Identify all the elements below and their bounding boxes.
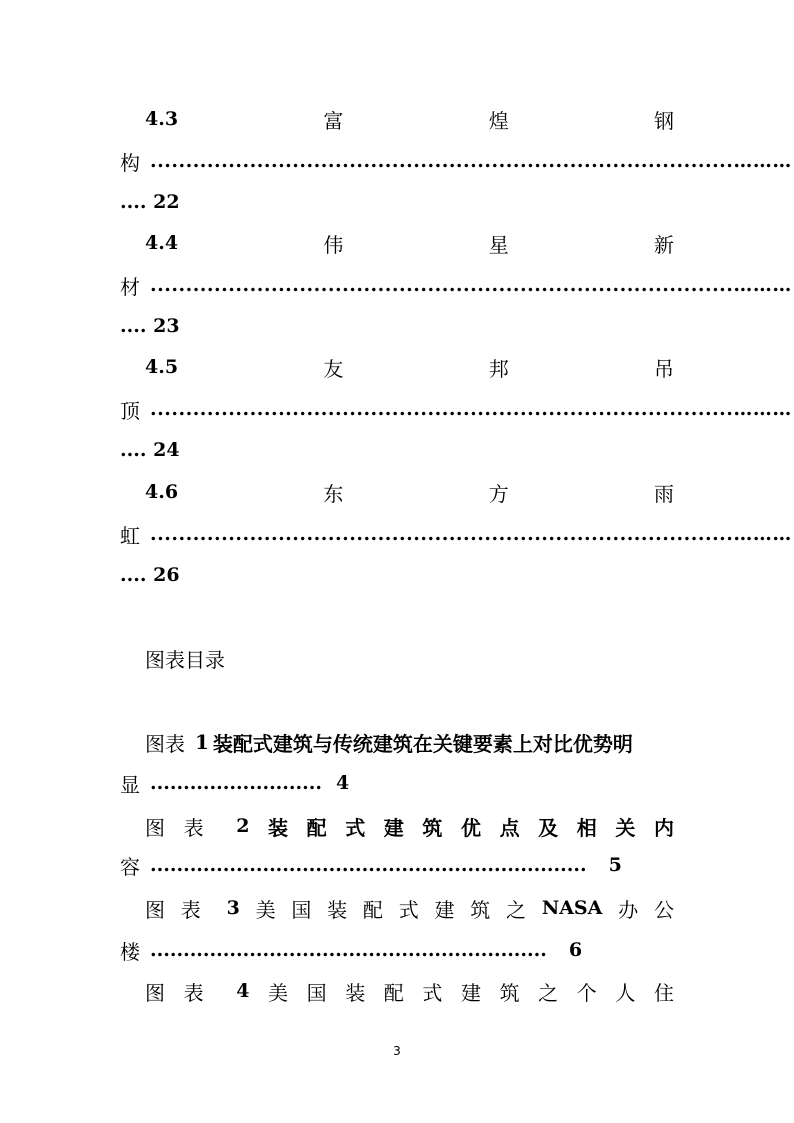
figure-char: 国 xyxy=(291,897,312,922)
toc-title-char: 星 xyxy=(488,232,509,257)
figure-title-char: 显 xyxy=(120,772,140,797)
toc-page-number: 24 xyxy=(153,439,180,461)
figure-char: 关 xyxy=(615,815,636,840)
toc-leader-dots: ..................................................................................……… xyxy=(150,523,792,545)
toc-number: 4.3 xyxy=(145,108,179,130)
toc-title-char: 虹 xyxy=(120,523,140,548)
figure-char: 及 xyxy=(538,815,559,840)
figure-char: 美 xyxy=(268,980,289,1005)
toc-title-char: 新 xyxy=(654,232,674,257)
toc-title-char: 富 xyxy=(323,108,344,133)
figure-char: 图 xyxy=(145,897,165,922)
figure-2-leader xyxy=(120,853,622,877)
figure-char: 表 xyxy=(180,897,201,922)
toc-title-char: 邦 xyxy=(488,356,509,381)
figure-4-line xyxy=(145,979,674,1003)
toc-title-char: 方 xyxy=(488,481,509,506)
figure-page-number: 4 xyxy=(335,772,350,794)
toc-number: 4.6 xyxy=(145,481,179,503)
figure-char: 相 xyxy=(576,815,597,840)
figure-3-leader xyxy=(120,938,582,962)
figure-char: 之 xyxy=(538,980,559,1005)
figure-title-char: 容 xyxy=(120,854,140,879)
toc-page-number: 22 xyxy=(153,191,180,213)
figure-char: 装 xyxy=(327,897,348,922)
toc-entry-4-4-line xyxy=(145,231,674,255)
figure-char: 配 xyxy=(362,897,383,922)
page-number: 3 xyxy=(393,1044,401,1058)
figure-1-leader xyxy=(120,771,349,795)
toc-title-char: 雨 xyxy=(654,481,674,506)
figure-char: 之 xyxy=(506,897,527,922)
toc-entry-4-6-line xyxy=(145,480,674,504)
toc-number: 4.5 xyxy=(145,356,179,378)
figure-char: 筑 xyxy=(422,815,443,840)
figure-char: 建 xyxy=(383,815,404,840)
toc-entry-4-4-page xyxy=(120,314,180,338)
toc-entry-4-5-leader xyxy=(120,397,792,423)
figure-char: 式 xyxy=(398,897,419,922)
figures-heading: 图表目录 xyxy=(145,647,225,672)
toc-entry-4-4-leader xyxy=(120,273,792,299)
figure-char: 办 xyxy=(618,897,639,922)
figure-char: 个 xyxy=(576,980,597,1005)
toc-title-char: 顶 xyxy=(120,398,140,423)
figure-title: 装配式建筑与传统建筑在关键要素上对比优势明 xyxy=(212,731,633,756)
toc-leader-tail: .... xyxy=(120,315,147,337)
toc-entry-4-3-line xyxy=(145,107,674,131)
figure-title-char: 楼 xyxy=(120,939,140,964)
figure-number: 3 xyxy=(226,897,240,919)
figure-acronym: NASA xyxy=(541,897,603,919)
toc-leader-tail: .... xyxy=(120,564,147,586)
figure-char: 优 xyxy=(460,815,481,840)
toc-leader-dots: ..................................................................................……… xyxy=(150,150,792,172)
toc-entry-4-3-page xyxy=(120,190,180,214)
figure-3-line xyxy=(145,896,674,920)
figure-leader-dots: ............................................................ xyxy=(150,939,547,961)
toc-page-number: 23 xyxy=(153,315,180,337)
toc-title-char: 构 xyxy=(120,150,140,175)
toc-title-char: 友 xyxy=(323,356,344,381)
figure-char: 表 xyxy=(183,980,204,1005)
figure-char: 式 xyxy=(422,980,443,1005)
figure-char: 表 xyxy=(183,815,204,840)
figure-2-line xyxy=(145,814,674,838)
toc-title-char: 东 xyxy=(323,481,344,506)
toc-entry-4-5-page xyxy=(120,438,180,462)
figure-1-line xyxy=(145,729,674,755)
figure-char: 国 xyxy=(306,980,327,1005)
figure-char: 装 xyxy=(268,815,289,840)
figure-leader-dots: .................................................................. xyxy=(150,854,587,876)
figure-page-number: 5 xyxy=(608,854,622,876)
toc-leader-tail: .... xyxy=(120,191,147,213)
toc-leader-tail: .... xyxy=(120,439,147,461)
toc-page-number: 26 xyxy=(153,564,180,586)
figure-char: 图 xyxy=(145,980,165,1005)
toc-entry-4-3-leader xyxy=(120,149,792,175)
figure-label: 图表 xyxy=(145,731,185,756)
figure-page-number: 6 xyxy=(568,939,583,961)
figure-char: 图 xyxy=(145,815,165,840)
figure-char: 筑 xyxy=(499,980,520,1005)
figure-char: 装 xyxy=(345,980,366,1005)
figure-leader-dots: .......................... xyxy=(150,772,322,794)
figure-char: 配 xyxy=(306,815,327,840)
figure-number: 4 xyxy=(236,980,250,1002)
figure-char: 筑 xyxy=(470,897,491,922)
toc-title-char: 煌 xyxy=(488,108,509,133)
toc-title-char: 伟 xyxy=(323,232,344,257)
figure-char: 美 xyxy=(255,897,276,922)
toc-number: 4.4 xyxy=(145,232,179,254)
figure-char: 建 xyxy=(460,980,481,1005)
figure-char: 人 xyxy=(615,980,636,1005)
toc-leader-dots: ..................................................................................……… xyxy=(150,274,792,296)
figure-char: 式 xyxy=(345,815,366,840)
figure-char: 内 xyxy=(653,815,674,840)
figure-number: 1 xyxy=(195,730,209,754)
toc-entry-4-6-leader xyxy=(120,522,792,548)
toc-title-char: 钢 xyxy=(654,108,674,133)
figure-number: 2 xyxy=(236,815,250,837)
figure-char: 点 xyxy=(499,815,520,840)
toc-title-char: 吊 xyxy=(654,356,674,381)
figure-char: 建 xyxy=(434,897,455,922)
figure-char: 住 xyxy=(653,980,674,1005)
toc-title-char: 材 xyxy=(120,274,140,299)
figure-char: 配 xyxy=(383,980,404,1005)
toc-entry-4-5-line xyxy=(145,355,674,379)
toc-entry-4-6-page xyxy=(120,563,180,587)
figure-char: 公 xyxy=(653,897,674,922)
toc-leader-dots: ..................................................................................……… xyxy=(150,398,792,420)
